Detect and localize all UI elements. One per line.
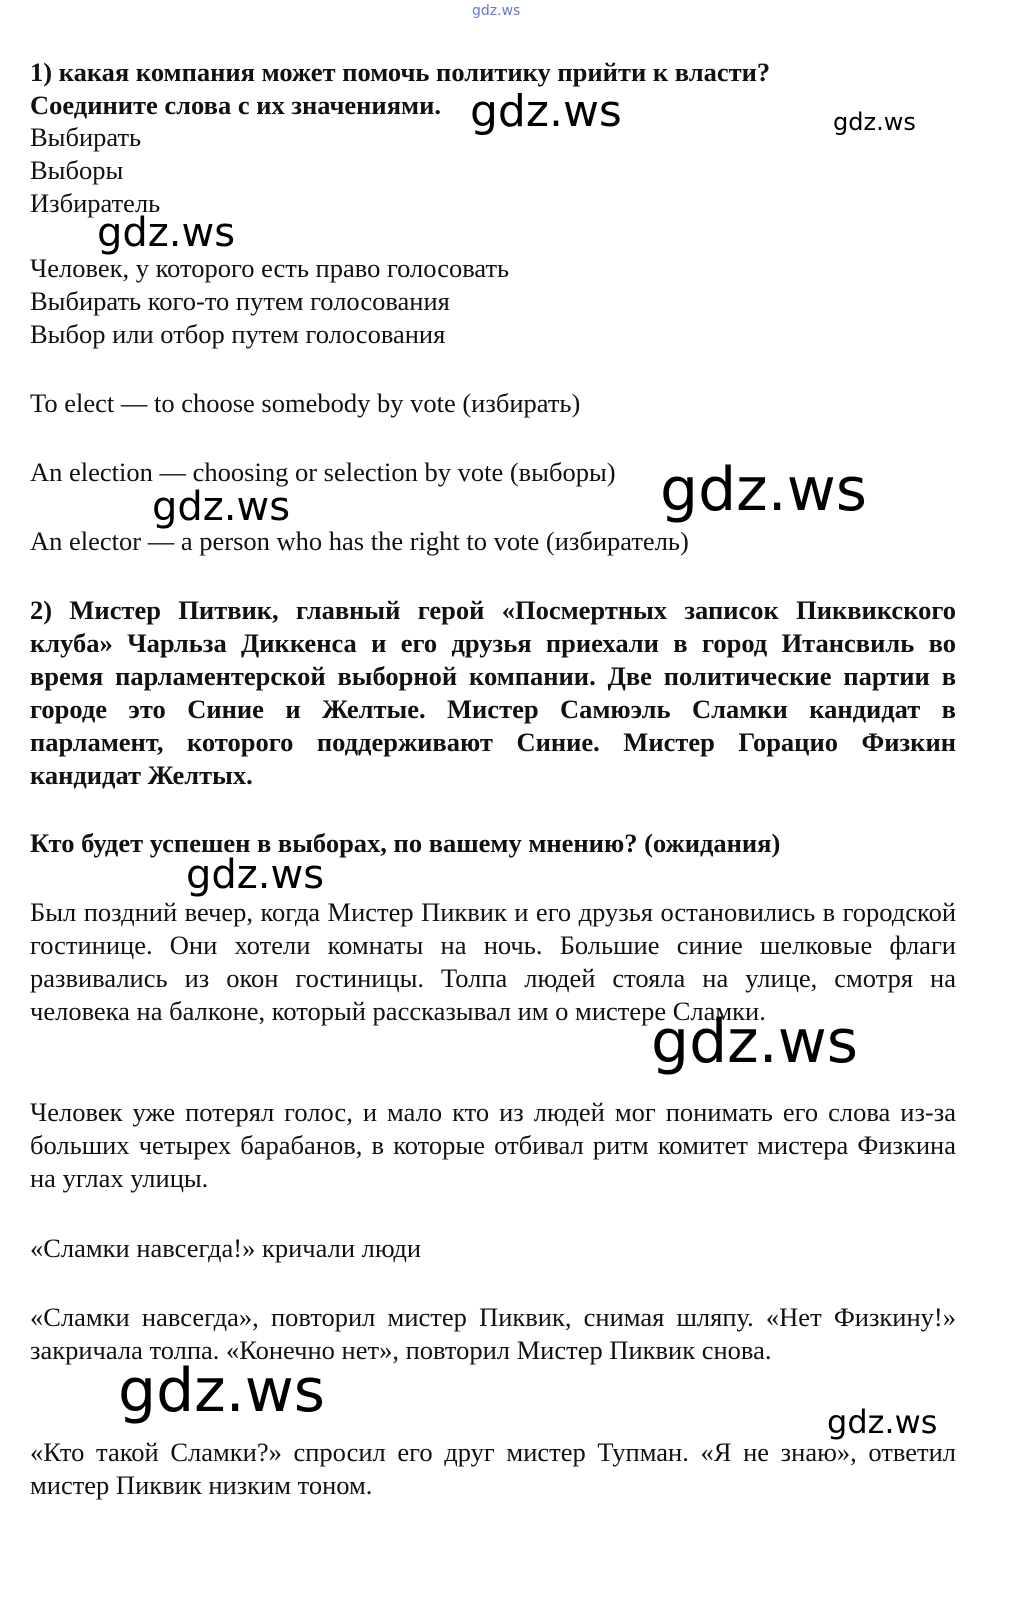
watermark: gdz.ws (97, 210, 236, 256)
watermark: gdz.ws (660, 455, 868, 525)
word-item: Выбирать (30, 122, 142, 152)
section1-heading-line1: 1) какая компания может помочь политику прийти к власти? (30, 57, 771, 87)
definition-election: An election — choosing or selection by vote (выборы) (30, 457, 616, 487)
story-paragraph-4: «Сламки навсегда», повторил мистер Пиквик, снимая шляпу. «Нет Физкину!» закричала толпа. «Конечно нет», повторил Мистер Пиквик снова. (30, 1302, 956, 1365)
story-paragraph-5: «Кто такой Сламки?» спросил его друг мистер Тупман. «Я не знаю», ответил мистер Пиквик низким тоном. (30, 1437, 956, 1500)
section2-intro: 2) Мистер Питвик, главный герой «Посмертных записок Пиквикского клуба» Чарльза Диккенса и его друзья приехали в город Итансвиль во время парламентерской выборной компании. Две политические партии в городе это Синие и Желтые. Мистер Самюэль Сламки кандидат в парламент, которого поддерживают Синие. Мистер Горацио Физкин кандидат Желтых. (30, 595, 956, 790)
definition-elector: An elector — a person who has the right to vote (избиратель) (30, 526, 689, 556)
section1-heading-line2: Соедините слова с их значениями. (30, 90, 441, 120)
watermark: gdz.ws (470, 86, 622, 137)
watermark: gdz.ws (118, 1356, 326, 1426)
definition-elect: To elect — to choose somebody by vote (избирать) (30, 388, 581, 418)
meaning-item: Выбирать кого-то путем голосования (30, 286, 450, 316)
meaning-item: Человек, у которого есть право голосовать (30, 253, 510, 283)
watermark: gdz.ws (152, 484, 291, 530)
header-watermark: gdz.ws (472, 3, 521, 19)
watermark: gdz.ws (833, 108, 916, 136)
word-item: Выборы (30, 155, 124, 185)
meaning-item: Выбор или отбор путем голосования (30, 319, 446, 349)
story-paragraph-3: «Сламки навсегда!» кричали люди (30, 1233, 422, 1263)
watermark: gdz.ws (827, 1403, 938, 1441)
story-paragraph-1: Был поздний вечер, когда Мистер Пиквик и его друзья остановились в городской гостинице. Они хотели комнаты на ночь. Большие синие шелковые флаги развивались из окон гостиницы. Толпа людей стояла на улице, смотря на человека на балконе, который рассказывал им о мистере Сламки. (30, 897, 956, 1026)
watermark: gdz.ws (651, 1007, 859, 1077)
word-item: Избиратель (30, 188, 161, 218)
section2-question: Кто будет успешен в выборах, по вашему мнению? (ожидания) (30, 828, 781, 858)
watermark: gdz.ws (186, 852, 325, 898)
story-paragraph-2: Человек уже потерял голос, и мало кто из людей мог понимать его слова из-за больших четырех барабанов, в которые отбивал ритм комитет мистера Физкина на углах улицы. (30, 1097, 956, 1193)
